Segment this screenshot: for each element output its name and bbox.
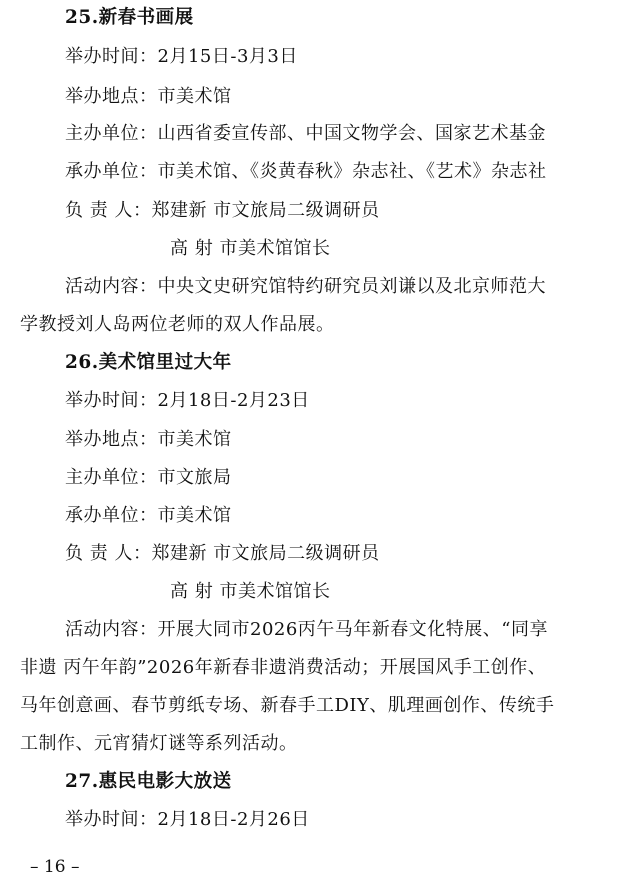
event-place: 举办地点：市美术馆 <box>65 86 232 107</box>
event-leader-secondary: 高 射 市美术馆馆长 <box>170 581 331 602</box>
event-time: 举办时间：2月18日-2月23日 <box>65 390 310 411</box>
event-content-continued: 学教授刘人岛两位老师的双人作品展。 <box>20 314 335 335</box>
event-organizer: 承办单位：市美术馆 <box>65 505 232 526</box>
event-place: 举办地点：市美术馆 <box>65 429 232 450</box>
section-title: 26.美术馆里过大年 <box>65 352 232 373</box>
event-content-continued: 马年创意画、春节剪纸专场、新春手工DIY、肌理画创作、传统手 <box>20 695 555 716</box>
event-leader: 负 责 人：郑建新 市文旅局二级调研员 <box>65 200 380 221</box>
event-leader: 负 责 人：郑建新 市文旅局二级调研员 <box>65 543 380 564</box>
event-organizer: 承办单位：市美术馆、《炎黄春秋》杂志社、《艺术》杂志社 <box>65 161 547 182</box>
event-time: 举办时间：2月18日-2月26日 <box>65 809 310 830</box>
event-host: 主办单位：山西省委宣传部、中国文物学会、国家艺术基金 <box>65 123 546 144</box>
event-time: 举办时间：2月15日-3月3日 <box>65 46 298 67</box>
event-content-continued: 工制作、元宵猜灯谜等系列活动。 <box>20 733 298 754</box>
event-content: 活动内容：中央文史研究馆特约研究员刘谦以及北京师范大 <box>65 276 546 297</box>
page-number: – 16 – <box>30 857 80 877</box>
event-leader-secondary: 高 射 市美术馆馆长 <box>170 238 331 259</box>
section-title: 27.惠民电影大放送 <box>65 771 232 792</box>
event-content-continued: 非遗 丙午年韵”2026年新春非遗消费活动；开展国风手工创作、 <box>20 657 547 678</box>
event-host: 主办单位：市文旅局 <box>65 467 232 488</box>
event-content: 活动内容：开展大同市2026丙午马年新春文化特展、“同享 <box>65 619 549 640</box>
section-title: 25.新春书画展 <box>65 7 194 28</box>
